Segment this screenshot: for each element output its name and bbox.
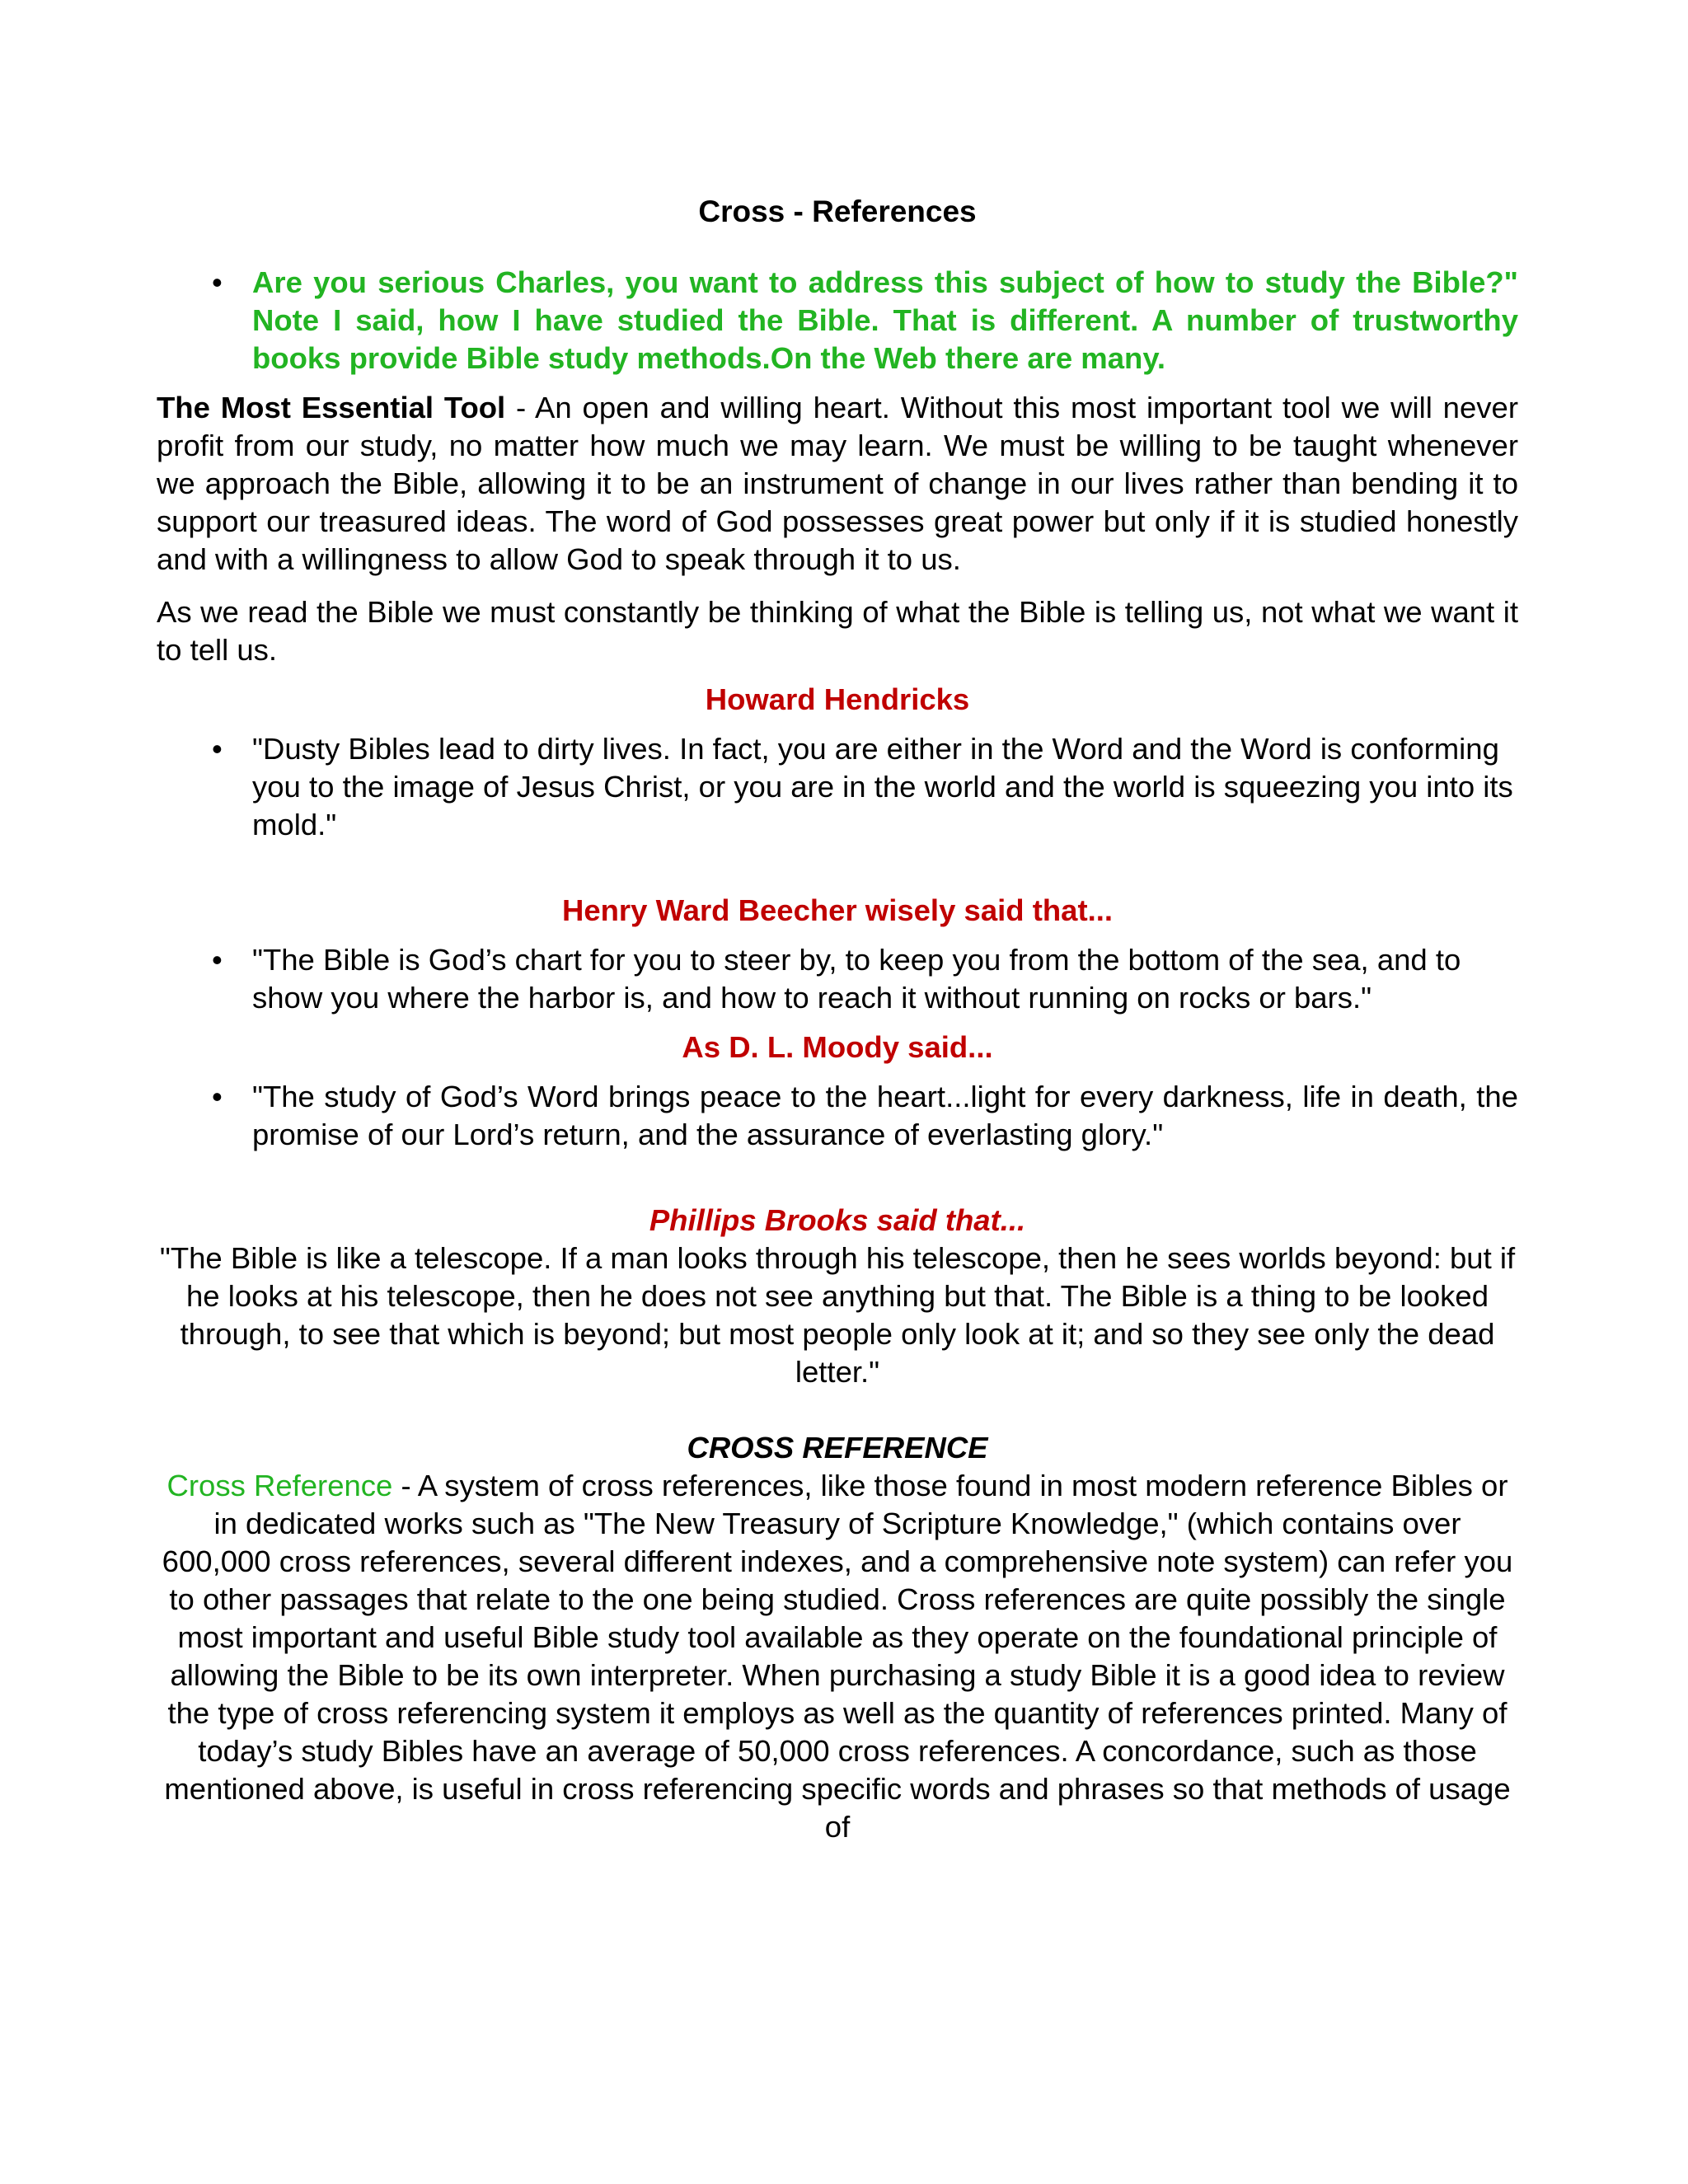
essential-tool-paragraph (157, 389, 1518, 579)
quote-bullet-hendricks (157, 730, 1518, 844)
document-page (157, 185, 1518, 1846)
cross-reference-term: Cross Reference (166, 1469, 393, 1502)
quote-bullet-moody (157, 1078, 1518, 1154)
cross-reference-paragraph (157, 1467, 1518, 1846)
reading-paragraph: As we read the Bible we must constantly be thinking of what the Bible is telling us, not what we want it to tell us. (157, 595, 1518, 667)
bullet-icon: • (212, 732, 223, 766)
quote-text-brooks: "The Bible is like a telescope. If a man looks through his telescope, then he sees worlds beyond: but if he looks at his telescope, then he does not see anything but that. The Bible is a thing to be looked through, to see that which is beyond; but most people only look at it; and so they see only the dead letter." (159, 1241, 1516, 1389)
intro-bullet (157, 264, 1518, 377)
essential-tool-text: - An open and willing heart. Without this most important tool we will never profit from our study, no matter how much we may learn. We must be willing to be taught whenever we approach the Bible, allowing it to be an instrument of change in our lives rather than bending it to support our treasured ideas. The word of God possesses great power but only if it is studied honestly and with a willingness to allow God to speak through it to us. (157, 391, 1518, 576)
quote-heading-moody: As D. L. Moody said... (682, 1030, 993, 1064)
quote-heading-beecher: Henry Ward Beecher wisely said that... (561, 893, 1114, 927)
bullet-icon: • (212, 265, 223, 299)
cross-reference-text: - A system of cross references, like those found in most modern reference Bibles or in dedicated works such as "The New Treasury of Scripture Knowledge," (which contains over 600,000 cross references, several different indexes, and a comprehensive note system) can refer you to other passages that relate to the one being studied. Cross references are quite possibly the single most important and useful Bible study tool available as they operate on the foundational principle of allowing the Bible to be its own interpreter. When purchasing a study Bible it is a good idea to review the type of cross referencing system it employs as well as the quantity of references printed. Many of today’s study Bibles have an average of 50,000 cross references. A concordance, such as those mentioned above, is useful in cross referencing specific words and phrases so that methods of usage of (162, 1469, 1513, 1844)
quote-bullet-beecher (157, 941, 1518, 1017)
essential-tool-label: The Most Essential Tool (157, 391, 506, 424)
bullet-icon: • (212, 1080, 223, 1113)
quote-heading-hendricks: Howard Hendricks (705, 682, 970, 716)
intro-bullet-text: Are you serious Charles, you want to address this subject of how to study the Bible?" Note I said, how I have studied the Bible. That is different. A number of trustworthy books provide Bible study methods.On the Web there are many. (252, 265, 1518, 375)
cross-reference-heading: CROSS REFERENCE (687, 1431, 988, 1465)
quote-text-hendricks: "Dusty Bibles lead to dirty lives. In fact, you are either in the Word and the Word is conforming you to the image of Jesus Christ, or you are in the world and the world is squeezing you into its mold." (252, 732, 1513, 841)
quote-heading-brooks: Phillips Brooks said that... (649, 1203, 1026, 1237)
bullet-icon: • (212, 943, 223, 977)
page-title: Cross - References (698, 194, 977, 228)
quote-text-beecher: "The Bible is God’s chart for you to steer by, to keep you from the bottom of the sea, and to show you where the harbor is, and how to reach it without running on rocks or bars." (252, 943, 1461, 1015)
quote-text-moody: "The study of God’s Word brings peace to the heart...light for every darkness, life in death, the promise of our Lord’s return, and the assurance of everlasting glory." (252, 1080, 1518, 1151)
